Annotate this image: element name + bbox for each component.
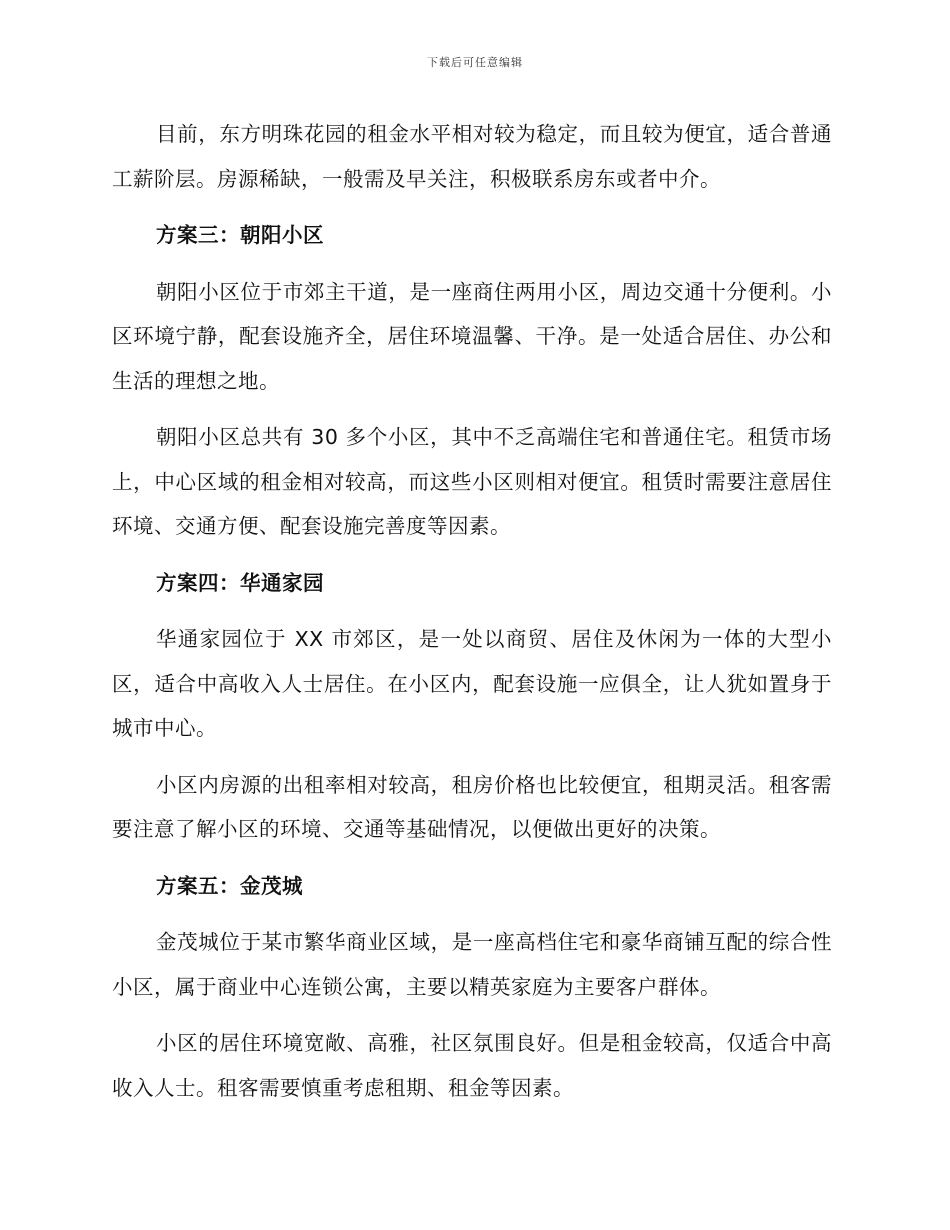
page-header-note: 下载后可任意编辑 — [427, 56, 523, 69]
paragraph-jinmao-rent: 小区的居住环境宽敞、高雅，社区氛围良好。但是租金较高，仅适合中高收入人士。租客需要慎重考虑租期、租金等因素。 — [112, 1031, 832, 1100]
paragraph-huatong-rent: 小区内房源的出租率相对较高，租房价格也比较便宜，租期灵活。租客需要注意了解小区的环境、交通等基础情况，以便做出更好的决策。 — [112, 772, 832, 841]
paragraph-jinmao-location: 金茂城位于某市繁华商业区域，是一座高档住宅和豪华商铺互配的综合性小区，属于商业中心连锁公寓，主要以精英家庭为主要客户群体。 — [112, 930, 832, 999]
paragraph-dongfang-rent: 目前，东方明珠花园的租金水平相对较为稳定，而且较为便宜，适合普通工薪阶层。房源稀缺，一般需及早关注，积极联系房东或者中介。 — [112, 122, 832, 191]
document-body — [112, 112, 832, 1122]
heading-plan-five: 方案五：金茂城 — [156, 873, 303, 898]
paragraph-huatong-location: 华通家园位于 XX 市郊区，是一处以商贸、居住及休闲为一体的大型小区，适合中高收入人士居住。在小区内，配套设施一应俱全，让人犹如置身于城市中心。 — [112, 627, 832, 740]
paragraph-chaoyang-location: 朝阳小区位于市郊主干道，是一座商住两用小区，周边交通十分便利。小区环境宁静，配套设施齐全，居住环境温馨、干净。是一处适合居住、办公和生活的理想之地。 — [112, 279, 832, 393]
paragraph-chaoyang-market: 朝阳小区总共有 30 多个小区，其中不乏高端住宅和普通住宅。租赁市场上，中心区域的租金相对较高，而这些小区则相对便宜。租赁时需要注意居住环境、交通方便、配套设施完善度等因素。 — [112, 425, 832, 538]
heading-plan-three: 方案三：朝阳小区 — [156, 223, 324, 247]
heading-plan-four: 方案四：华通家园 — [156, 570, 324, 595]
